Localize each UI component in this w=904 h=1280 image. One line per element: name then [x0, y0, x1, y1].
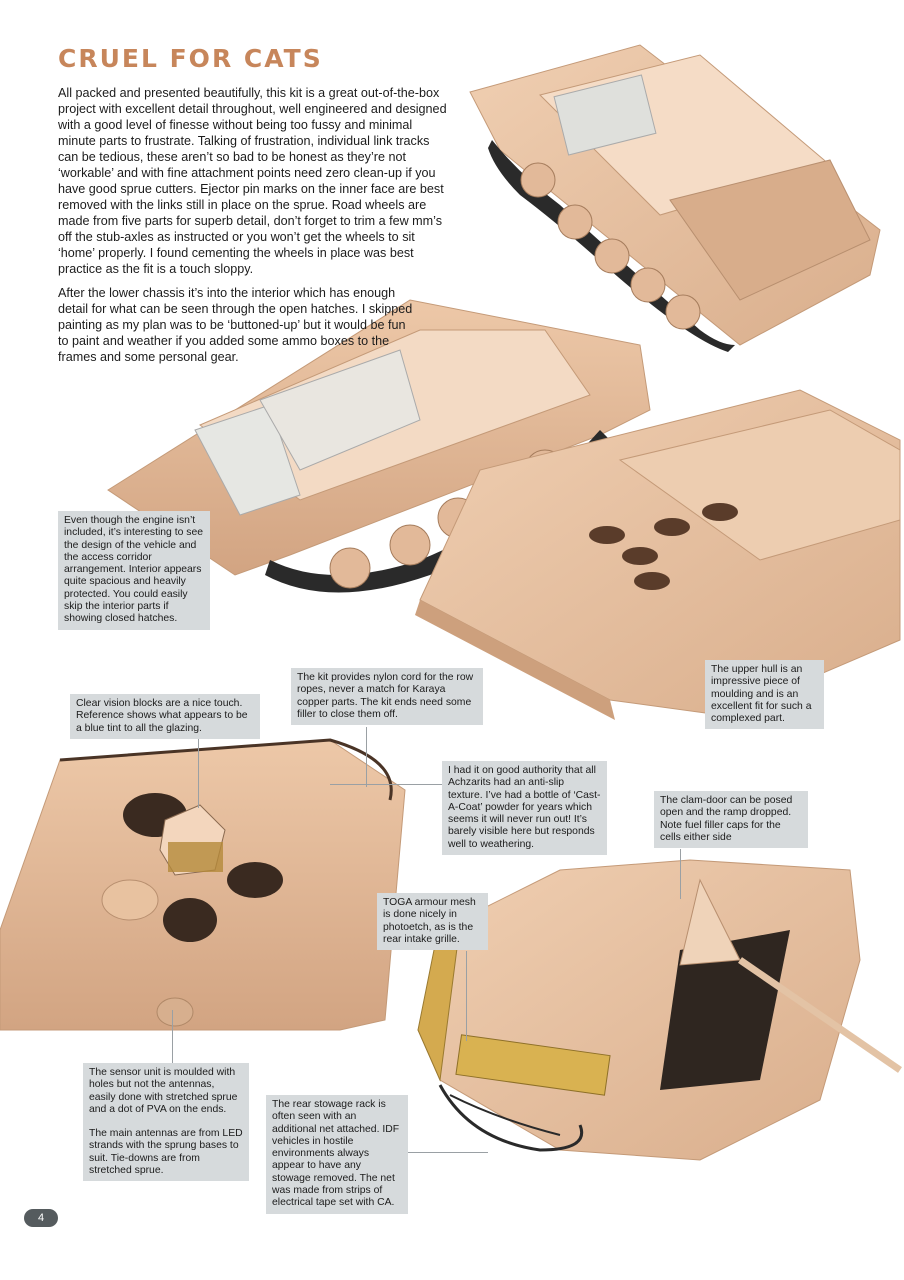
leader-line-stowage: [408, 1152, 488, 1153]
caption-upper-hull: [705, 660, 824, 729]
caption-toga-mesh-text: TOGA armour mesh is done nicely in photoetch, as is the rear intake grille.: [383, 897, 476, 945]
caption-engine-text: Even though the engine isn’t included, it’s interesting to see the design of the vehicle and the access corridor arrangement. Interior appears quite spacious and heavily protected. You could easily skip the interior parts if showing closed hatches.: [64, 515, 204, 625]
caption-nylon: [291, 668, 483, 725]
lower-chassis-photo: [470, 45, 880, 352]
caption-sensor-unit-text-2: The main antennas are from LED strands with the sprung bases to suit. Tie-downs are from stretched sprue.: [89, 1128, 243, 1177]
caption-sensor-unit: [83, 1063, 249, 1181]
caption-toga-mesh: [377, 893, 488, 950]
caption-anti-slip: [442, 761, 607, 855]
leader-line-nylon: [366, 727, 367, 787]
leader-line-clam-door: [680, 849, 681, 899]
leader-line-vision: [198, 738, 199, 808]
caption-vision-blocks: [70, 694, 260, 739]
body-paragraph-1: All packed and presented beautifully, this kit is a great out-of-the-box project with excellent detail throughout, well engineered and designed with a good level of finesse without being too fussy and minimal minute parts to frustrate. Talking of frustration, individual link tracks can be tedious, these aren’t so bad to be honest as they’re not ‘workable’ and with fine attachment points need zero clean-up if you have good sprue cutters. Ejector pin marks on the inner face are best removed with the links still in place on the sprue. Road wheels are made from five parts for superb detail, don’t forget to trim a few mm’s off the stub-axles as instructed or you won’t get the wheels to sit ‘home’ properly. I found cementing the wheels in place was best practice as the fit is a touch sloppy.: [58, 86, 447, 276]
caption-clam-door: [654, 791, 808, 848]
page-number: 4: [24, 1209, 58, 1227]
caption-sensor-unit-text-1: The sensor unit is moulded with holes but not the antennas, easily done with stretched sprue and a dot of PVA on the ends.: [89, 1067, 238, 1115]
caption-engine: [58, 511, 210, 630]
caption-anti-slip-text: I had it on good authority that all Achzarits had an anti-slip texture. I’ve had a bottle of ‘Cast-A-Coat’ powder for years which seems it will never run out! It’s barely visible here but responds well to weathering.: [448, 765, 601, 850]
leader-line-toga: [466, 951, 467, 1041]
leader-line-anti-slip: [330, 784, 442, 785]
rear-hull-photo: [418, 860, 900, 1160]
caption-vision-blocks-text: Clear vision blocks are a nice touch. Reference shows what appears to be a blue tint to all the glazing.: [76, 698, 248, 734]
caption-clam-door-text: The clam-door can be posed open and the ramp dropped. Note fuel filler caps for the cells either side: [660, 795, 793, 843]
caption-nylon-text: The kit provides nylon cord for the row ropes, never a match for Karaya copper parts. The kit ends need some filler to close them off.: [297, 672, 474, 720]
leader-line-sensor: [172, 1010, 173, 1065]
caption-rear-stowage-text: The rear stowage rack is often seen with an additional net attached. IDF vehicles in hostile environments always appear to have any stowage removed. The net was made from strips of electrical tape set with CA.: [272, 1099, 400, 1209]
article-title: CRUEL FOR CATS: [58, 44, 323, 73]
caption-rear-stowage: [266, 1095, 408, 1214]
caption-upper-hull-text: The upper hull is an impressive piece of moulding and is an excellent fit for such a complexed part.: [711, 664, 812, 725]
body-paragraph-2: After the lower chassis it’s into the interior which has enough detail for what can be seen through the open hatches. I skipped painting as my plan was to be ‘buttoned-up’ but it would be fun to paint and weather if you added some ammo boxes to the frames and some personal gear.: [58, 286, 413, 364]
